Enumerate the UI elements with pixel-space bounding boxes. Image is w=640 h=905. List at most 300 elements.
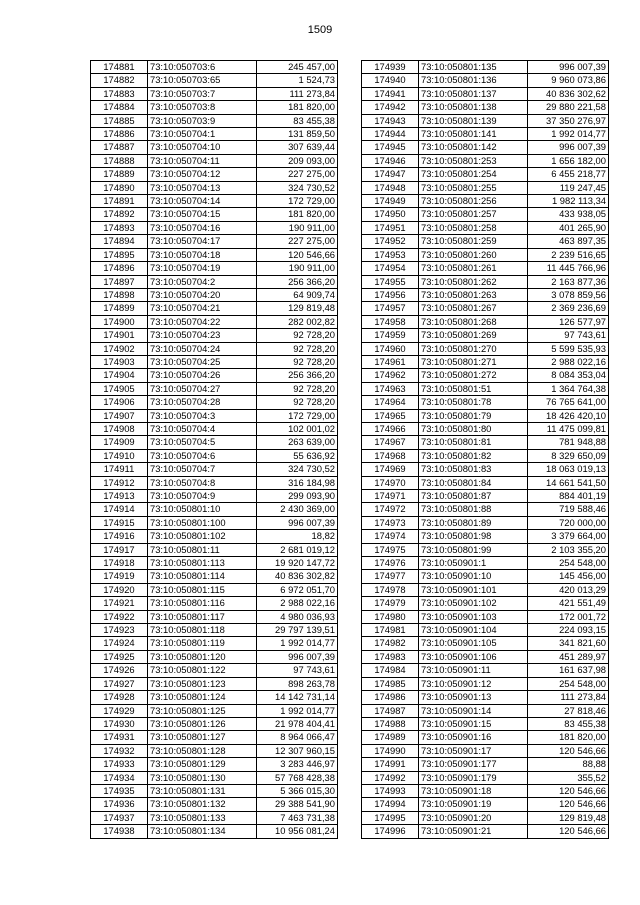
cadastral-number-cell: 73:10:050704:28: [148, 396, 257, 409]
cadastral-number-cell: 73:10:050801:115: [148, 583, 257, 596]
cadastral-value-cell: 8 329 650,09: [528, 449, 609, 462]
cadastral-number-cell: 73:10:050704:5: [148, 436, 257, 449]
cadastral-number-cell: 73:10:050704:13: [148, 181, 257, 194]
cadastral-value-cell: 55 636,92: [257, 449, 338, 462]
table-row: [91, 610, 338, 623]
cadastral-number-cell: 73:10:050801:272: [419, 369, 528, 382]
record-number-cell: 174974: [362, 530, 419, 543]
record-number-cell: 174881: [91, 61, 148, 74]
record-number-cell: 174950: [362, 208, 419, 221]
cadastral-number-cell: 73:10:050704:18: [148, 248, 257, 261]
table-row: [91, 543, 338, 556]
record-number-cell: 174995: [362, 811, 419, 824]
cadastral-value-cell: 1 992 014,77: [257, 704, 338, 717]
cadastral-value-cell: 11 475 099,81: [528, 422, 609, 435]
cadastral-number-cell: 73:10:050801:261: [419, 262, 528, 275]
table-row: [91, 557, 338, 570]
record-number-cell: 174894: [91, 235, 148, 248]
table-row: [362, 516, 609, 529]
record-number-cell: 174951: [362, 221, 419, 234]
cadastral-value-cell: 3 283 446,97: [257, 758, 338, 771]
record-number-cell: 174913: [91, 490, 148, 503]
cadastral-value-cell: 190 911,00: [257, 221, 338, 234]
cadastral-number-cell: 73:10:050801:125: [148, 704, 257, 717]
cadastral-value-cell: 10 956 081,24: [257, 825, 338, 838]
record-number-cell: 174962: [362, 369, 419, 382]
cadastral-value-cell: 120 546,66: [528, 744, 609, 757]
table-row: [91, 168, 338, 181]
cadastral-number-cell: 73:10:050901:103: [419, 610, 528, 623]
record-number-cell: 174933: [91, 758, 148, 771]
cadastral-value-cell: 145 456,00: [528, 570, 609, 583]
table-row: [362, 342, 609, 355]
record-number-cell: 174967: [362, 436, 419, 449]
cadastral-value-cell: 209 093,00: [257, 154, 338, 167]
cadastral-value-cell: 884 401,19: [528, 490, 609, 503]
record-number-cell: 174965: [362, 409, 419, 422]
record-number-cell: 174958: [362, 315, 419, 328]
record-number-cell: 174963: [362, 382, 419, 395]
cadastral-number-cell: 73:10:050703:65: [148, 74, 257, 87]
cadastral-value-cell: 9 960 073,86: [528, 74, 609, 87]
table-row: [362, 557, 609, 570]
cadastral-number-cell: 73:10:050704:14: [148, 195, 257, 208]
record-number-cell: 174883: [91, 87, 148, 100]
record-number-cell: 174926: [91, 664, 148, 677]
record-number-cell: 174952: [362, 235, 419, 248]
table-row: [362, 704, 609, 717]
cadastral-value-cell: 14 661 541,50: [528, 476, 609, 489]
table-row: [91, 691, 338, 704]
record-number-cell: 174949: [362, 195, 419, 208]
cadastral-value-cell: 2 681 019,12: [257, 543, 338, 556]
table-row: [91, 355, 338, 368]
record-number-cell: 174955: [362, 275, 419, 288]
record-number-cell: 174902: [91, 342, 148, 355]
record-number-cell: 174938: [91, 825, 148, 838]
cadastral-value-cell: 18,82: [257, 530, 338, 543]
record-number-cell: 174976: [362, 557, 419, 570]
record-number-cell: 174959: [362, 329, 419, 342]
record-number-cell: 174891: [91, 195, 148, 208]
record-number-cell: 174931: [91, 731, 148, 744]
table-row: [91, 637, 338, 650]
cadastral-value-cell: 263 639,00: [257, 436, 338, 449]
table-row: [91, 758, 338, 771]
cadastral-value-cell: 2 163 877,36: [528, 275, 609, 288]
cadastral-value-cell: 129 819,48: [257, 302, 338, 315]
record-number-cell: 174898: [91, 288, 148, 301]
table-row: [91, 798, 338, 811]
cadastral-value-cell: 8 084 353,04: [528, 369, 609, 382]
table-row: [362, 74, 609, 87]
cadastral-value-cell: 421 551,49: [528, 597, 609, 610]
cadastral-number-cell: 73:10:050704:17: [148, 235, 257, 248]
record-number-cell: 174905: [91, 382, 148, 395]
cadastral-number-cell: 73:10:050801:271: [419, 355, 528, 368]
cadastral-value-cell: 227 275,00: [257, 168, 338, 181]
record-number-cell: 174934: [91, 771, 148, 784]
cadastral-number-cell: 73:10:050801:98: [419, 530, 528, 543]
table-row: [362, 181, 609, 194]
table-row: [362, 195, 609, 208]
cadastral-number-cell: 73:10:050704:20: [148, 288, 257, 301]
table-row: [91, 704, 338, 717]
cadastral-number-cell: 73:10:050801:81: [419, 436, 528, 449]
record-number-cell: 174941: [362, 87, 419, 100]
record-number-cell: 174922: [91, 610, 148, 623]
cadastral-value-cell: 1 656 182,00: [528, 154, 609, 167]
table-row: [362, 422, 609, 435]
table-row: [362, 570, 609, 583]
register-table-left: [90, 60, 338, 839]
record-number-cell: 174986: [362, 691, 419, 704]
cadastral-number-cell: 73:10:050704:25: [148, 355, 257, 368]
record-number-cell: 174884: [91, 101, 148, 114]
table-row: [362, 221, 609, 234]
cadastral-number-cell: 73:10:050801:119: [148, 637, 257, 650]
record-number-cell: 174935: [91, 784, 148, 797]
cadastral-value-cell: 451 289,97: [528, 650, 609, 663]
cadastral-value-cell: 1 364 764,38: [528, 382, 609, 395]
cadastral-number-cell: 73:10:050704:27: [148, 382, 257, 395]
table-row: [91, 302, 338, 315]
record-number-cell: 174916: [91, 530, 148, 543]
cadastral-value-cell: 401 265,90: [528, 221, 609, 234]
cadastral-number-cell: 73:10:050901:101: [419, 583, 528, 596]
table-row: [91, 530, 338, 543]
cadastral-number-cell: 73:10:050801:260: [419, 248, 528, 261]
table-row: [362, 288, 609, 301]
table-row: [91, 329, 338, 342]
cadastral-value-cell: 129 819,48: [528, 811, 609, 824]
cadastral-value-cell: 64 909,74: [257, 288, 338, 301]
cadastral-number-cell: 73:10:050901:102: [419, 597, 528, 610]
table-row: [91, 570, 338, 583]
record-number-cell: 174912: [91, 476, 148, 489]
table-row: [362, 637, 609, 650]
cadastral-number-cell: 73:10:050704:21: [148, 302, 257, 315]
cadastral-number-cell: 73:10:050901:106: [419, 650, 528, 663]
record-number-cell: 174943: [362, 114, 419, 127]
cadastral-number-cell: 73:10:050801:255: [419, 181, 528, 194]
table-row: [91, 825, 338, 838]
record-number-cell: 174961: [362, 355, 419, 368]
cadastral-value-cell: 111 273,84: [257, 87, 338, 100]
record-number-cell: 174988: [362, 717, 419, 730]
cadastral-number-cell: 73:10:050801:124: [148, 691, 257, 704]
table-row: [362, 87, 609, 100]
table-row: [91, 784, 338, 797]
record-number-cell: 174984: [362, 664, 419, 677]
record-number-cell: 174906: [91, 396, 148, 409]
record-number-cell: 174907: [91, 409, 148, 422]
cadastral-value-cell: 2 988 022,16: [257, 597, 338, 610]
table-row: [362, 449, 609, 462]
cadastral-value-cell: 254 548,00: [528, 677, 609, 690]
cadastral-value-cell: 172 729,00: [257, 195, 338, 208]
cadastral-value-cell: 1 524,73: [257, 74, 338, 87]
cadastral-number-cell: 73:10:050901:20: [419, 811, 528, 824]
cadastral-value-cell: 161 637,98: [528, 664, 609, 677]
table-row: [91, 597, 338, 610]
cadastral-value-cell: 97 743,61: [528, 329, 609, 342]
cadastral-value-cell: 172 001,72: [528, 610, 609, 623]
record-number-cell: 174895: [91, 248, 148, 261]
cadastral-number-cell: 73:10:050801:253: [419, 154, 528, 167]
table-row: [362, 583, 609, 596]
table-row: [91, 624, 338, 637]
cadastral-value-cell: 2 430 369,00: [257, 503, 338, 516]
cadastral-number-cell: 73:10:050704:4: [148, 422, 257, 435]
cadastral-number-cell: 73:10:050801:120: [148, 650, 257, 663]
cadastral-value-cell: 126 577,97: [528, 315, 609, 328]
register-table-right: [361, 60, 609, 839]
cadastral-number-cell: 73:10:050801:262: [419, 275, 528, 288]
cadastral-number-cell: 73:10:050801:135: [419, 61, 528, 74]
cadastral-number-cell: 73:10:050703:7: [148, 87, 257, 100]
record-number-cell: 174910: [91, 449, 148, 462]
table-row: [362, 382, 609, 395]
cadastral-value-cell: 40 836 302,62: [528, 87, 609, 100]
cadastral-value-cell: 307 639,44: [257, 141, 338, 154]
record-number-cell: 174889: [91, 168, 148, 181]
record-number-cell: 174985: [362, 677, 419, 690]
table-row: [362, 597, 609, 610]
cadastral-number-cell: 73:10:050801:113: [148, 557, 257, 570]
cadastral-value-cell: 996 007,39: [257, 650, 338, 663]
table-row: [91, 369, 338, 382]
cadastral-value-cell: 433 938,05: [528, 208, 609, 221]
record-number-cell: 174920: [91, 583, 148, 596]
table-row: [362, 355, 609, 368]
cadastral-number-cell: 73:10:050801:116: [148, 597, 257, 610]
cadastral-number-cell: 73:10:050901:17: [419, 744, 528, 757]
table-row: [91, 141, 338, 154]
cadastral-number-cell: 73:10:050704:15: [148, 208, 257, 221]
cadastral-number-cell: 73:10:050801:82: [419, 449, 528, 462]
cadastral-number-cell: 73:10:050801:130: [148, 771, 257, 784]
record-number-cell: 174897: [91, 275, 148, 288]
cadastral-value-cell: 355,52: [528, 771, 609, 784]
cadastral-value-cell: 898 263,78: [257, 677, 338, 690]
record-number-cell: 174978: [362, 583, 419, 596]
cadastral-value-cell: 781 948,88: [528, 436, 609, 449]
cadastral-number-cell: 73:10:050801:83: [419, 463, 528, 476]
record-number-cell: 174942: [362, 101, 419, 114]
cadastral-value-cell: 224 093,15: [528, 624, 609, 637]
table-row: [91, 516, 338, 529]
record-number-cell: 174993: [362, 784, 419, 797]
cadastral-number-cell: 73:10:050801:79: [419, 409, 528, 422]
cadastral-value-cell: 92 728,20: [257, 342, 338, 355]
table-row: [362, 235, 609, 248]
cadastral-value-cell: 97 743,61: [257, 664, 338, 677]
cadastral-number-cell: 73:10:050801:114: [148, 570, 257, 583]
cadastral-number-cell: 73:10:050801:99: [419, 543, 528, 556]
cadastral-number-cell: 73:10:050901:179: [419, 771, 528, 784]
table-row: [362, 248, 609, 261]
record-number-cell: 174921: [91, 597, 148, 610]
cadastral-number-cell: 73:10:050703:6: [148, 61, 257, 74]
record-number-cell: 174945: [362, 141, 419, 154]
cadastral-value-cell: 1 982 113,34: [528, 195, 609, 208]
table-row: [91, 288, 338, 301]
table-row: [91, 382, 338, 395]
cadastral-value-cell: 420 013,29: [528, 583, 609, 596]
record-number-cell: 174948: [362, 181, 419, 194]
cadastral-number-cell: 73:10:050801:10: [148, 503, 257, 516]
record-number-cell: 174940: [362, 74, 419, 87]
record-number-cell: 174882: [91, 74, 148, 87]
cadastral-number-cell: 73:10:050801:128: [148, 744, 257, 757]
cadastral-number-cell: 73:10:050901:104: [419, 624, 528, 637]
table-row: [91, 490, 338, 503]
table-row: [362, 650, 609, 663]
cadastral-value-cell: 119 247,45: [528, 181, 609, 194]
record-number-cell: 174896: [91, 262, 148, 275]
cadastral-number-cell: 73:10:050704:22: [148, 315, 257, 328]
cadastral-number-cell: 73:10:050801:89: [419, 516, 528, 529]
cadastral-value-cell: 256 366,20: [257, 275, 338, 288]
cadastral-number-cell: 73:10:050704:11: [148, 154, 257, 167]
record-number-cell: 174996: [362, 825, 419, 838]
record-number-cell: 174899: [91, 302, 148, 315]
cadastral-value-cell: 8 964 066,47: [257, 731, 338, 744]
table-row: [91, 463, 338, 476]
cadastral-number-cell: 73:10:050801:137: [419, 87, 528, 100]
table-row: [362, 154, 609, 167]
cadastral-value-cell: 102 001,02: [257, 422, 338, 435]
cadastral-number-cell: 73:10:050704:12: [148, 168, 257, 181]
record-number-cell: 174886: [91, 128, 148, 141]
record-number-cell: 174971: [362, 490, 419, 503]
table-row: [362, 114, 609, 127]
table-row: [362, 168, 609, 181]
record-number-cell: 174968: [362, 449, 419, 462]
record-number-cell: 174917: [91, 543, 148, 556]
table-row: [91, 315, 338, 328]
cadastral-number-cell: 73:10:050801:127: [148, 731, 257, 744]
record-number-cell: 174903: [91, 355, 148, 368]
record-number-cell: 174928: [91, 691, 148, 704]
cadastral-number-cell: 73:10:050801:78: [419, 396, 528, 409]
cadastral-value-cell: 324 730,52: [257, 181, 338, 194]
cadastral-number-cell: 73:10:050901:11: [419, 664, 528, 677]
table-row: [91, 744, 338, 757]
record-number-cell: 174990: [362, 744, 419, 757]
table-row: [362, 101, 609, 114]
cadastral-value-cell: 5 366 015,30: [257, 784, 338, 797]
record-number-cell: 174944: [362, 128, 419, 141]
table-row: [91, 248, 338, 261]
cadastral-number-cell: 73:10:050703:9: [148, 114, 257, 127]
cadastral-number-cell: 73:10:050801:259: [419, 235, 528, 248]
record-number-cell: 174992: [362, 771, 419, 784]
cadastral-value-cell: 2 988 022,16: [528, 355, 609, 368]
record-number-cell: 174979: [362, 597, 419, 610]
table-row: [362, 798, 609, 811]
cadastral-number-cell: 73:10:050704:3: [148, 409, 257, 422]
table-row: [91, 476, 338, 489]
cadastral-value-cell: 27 818,46: [528, 704, 609, 717]
cadastral-number-cell: 73:10:050801:141: [419, 128, 528, 141]
cadastral-number-cell: 73:10:050901:19: [419, 798, 528, 811]
cadastral-value-cell: 83 455,38: [257, 114, 338, 127]
cadastral-value-cell: 254 548,00: [528, 557, 609, 570]
table-row: [91, 61, 338, 74]
record-number-cell: 174932: [91, 744, 148, 757]
cadastral-value-cell: 227 275,00: [257, 235, 338, 248]
cadastral-value-cell: 4 980 036,93: [257, 610, 338, 623]
record-number-cell: 174991: [362, 758, 419, 771]
record-number-cell: 174994: [362, 798, 419, 811]
table-row: [362, 717, 609, 730]
record-number-cell: 174956: [362, 288, 419, 301]
record-number-cell: 174904: [91, 369, 148, 382]
cadastral-number-cell: 73:10:050901:177: [419, 758, 528, 771]
cadastral-number-cell: 73:10:050801:118: [148, 624, 257, 637]
record-number-cell: 174953: [362, 248, 419, 261]
cadastral-value-cell: 3 078 859,56: [528, 288, 609, 301]
table-row: [91, 208, 338, 221]
cadastral-value-cell: 256 366,20: [257, 369, 338, 382]
table-row: [362, 731, 609, 744]
record-number-cell: 174900: [91, 315, 148, 328]
table-row: [362, 664, 609, 677]
record-number-cell: 174908: [91, 422, 148, 435]
table-row: [91, 195, 338, 208]
cadastral-number-cell: 73:10:050801:133: [148, 811, 257, 824]
record-number-cell: 174909: [91, 436, 148, 449]
record-number-cell: 174918: [91, 557, 148, 570]
table-row: [362, 436, 609, 449]
table-row: [91, 650, 338, 663]
cadastral-value-cell: 181 820,00: [257, 101, 338, 114]
record-number-cell: 174930: [91, 717, 148, 730]
table-row: [362, 677, 609, 690]
record-number-cell: 174892: [91, 208, 148, 221]
cadastral-number-cell: 73:10:050801:270: [419, 342, 528, 355]
record-number-cell: 174983: [362, 650, 419, 663]
cadastral-value-cell: 14 142 731,14: [257, 691, 338, 704]
cadastral-number-cell: 73:10:050704:7: [148, 463, 257, 476]
record-number-cell: 174936: [91, 798, 148, 811]
table-row: [362, 811, 609, 824]
table-row: [362, 208, 609, 221]
cadastral-number-cell: 73:10:050801:84: [419, 476, 528, 489]
cadastral-value-cell: 131 859,50: [257, 128, 338, 141]
table-row: [362, 503, 609, 516]
cadastral-number-cell: 73:10:050801:126: [148, 717, 257, 730]
record-number-cell: 174893: [91, 221, 148, 234]
cadastral-value-cell: 18 063 019,13: [528, 463, 609, 476]
cadastral-number-cell: 73:10:050801:258: [419, 221, 528, 234]
cadastral-value-cell: 181 820,00: [257, 208, 338, 221]
cadastral-number-cell: 73:10:050901:1: [419, 557, 528, 570]
cadastral-value-cell: 57 768 428,38: [257, 771, 338, 784]
record-number-cell: 174980: [362, 610, 419, 623]
cadastral-value-cell: 40 836 302,82: [257, 570, 338, 583]
table-row: [91, 396, 338, 409]
cadastral-number-cell: 73:10:050704:26: [148, 369, 257, 382]
record-number-cell: 174888: [91, 154, 148, 167]
cadastral-value-cell: 7 463 731,38: [257, 811, 338, 824]
table-row: [362, 784, 609, 797]
cadastral-number-cell: 73:10:050801:87: [419, 490, 528, 503]
record-number-cell: 174972: [362, 503, 419, 516]
cadastral-value-cell: 83 455,38: [528, 717, 609, 730]
